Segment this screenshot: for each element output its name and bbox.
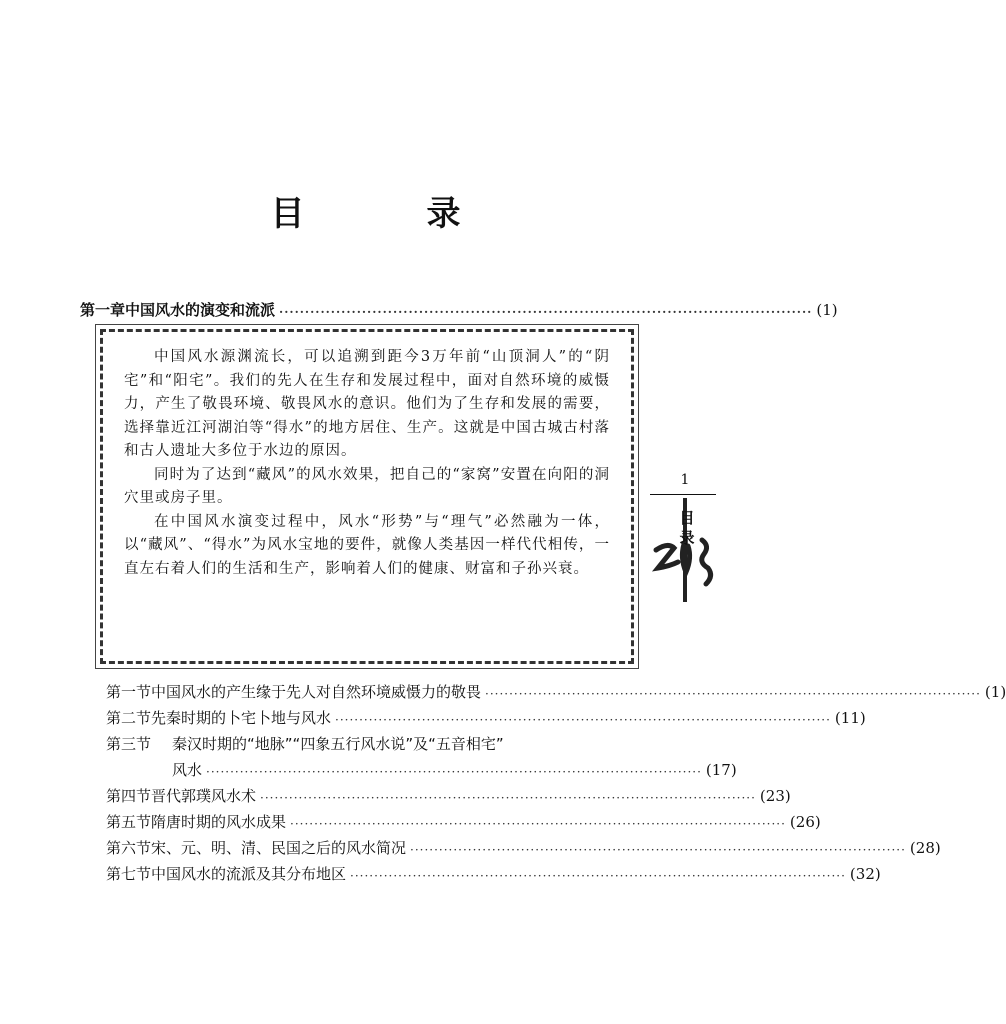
leader-dots: ······································································································· bbox=[410, 843, 906, 857]
section-number: 第七节 bbox=[106, 865, 152, 883]
section-page: (28) bbox=[909, 839, 941, 857]
leader-dots: ······································································································· bbox=[206, 765, 702, 779]
section-title: 秦汉时期的“地脉”“四象五行风水说”及“五音相宅” bbox=[172, 735, 504, 753]
section-number: 第一节 bbox=[106, 683, 152, 701]
toc-section-6[interactable] bbox=[106, 838, 941, 858]
toc-section-3-continued[interactable] bbox=[172, 760, 737, 780]
section-page: (17) bbox=[705, 761, 737, 779]
toc-section-1[interactable] bbox=[106, 682, 1006, 702]
toc-section-2[interactable] bbox=[106, 708, 866, 728]
leader-dots: ······································································································· bbox=[485, 687, 981, 701]
section-page: (1) bbox=[984, 683, 1006, 701]
toc-section-3[interactable] bbox=[106, 734, 628, 754]
section-number: 第四节 bbox=[106, 787, 152, 805]
section-number: 第五节 bbox=[106, 813, 152, 831]
section-number: 第三节 bbox=[106, 735, 152, 753]
section-page: (23) bbox=[759, 787, 791, 805]
section-page: (32) bbox=[849, 865, 881, 883]
leader-dots: ······································································································· bbox=[350, 869, 846, 883]
summary-paragraph: 中国风水源渊流长，可以追溯到距今3万年前“山顶洞人”的“阴宅”和“阳宅”。我们的先人在生存和发展过程中，面对自然环境的威慑力，产生了敬畏环境、敬畏风水的意识。他们为了生存和发展的需要，选择靠近江河湖泊等“得水”的地方居住、生产。这就是中国古城古村落和古人遗址大多位于水边的原因。 bbox=[124, 349, 610, 459]
side-rule bbox=[650, 494, 716, 495]
section-title: 晋代郭璞风水术 bbox=[151, 787, 257, 805]
section-title: 宋、元、明、清、民国之后的风水简况 bbox=[151, 839, 407, 857]
side-page-number: 1 bbox=[680, 472, 690, 488]
section-title: 中国风水的流派及其分布地区 bbox=[151, 865, 347, 883]
leader-dots: ······································································································· bbox=[335, 713, 831, 727]
summary-paragraph: 同时为了达到“藏风”的风水效果，把自己的“家窝”安置在向阳的洞穴里或房子里。 bbox=[124, 466, 610, 506]
section-page: (26) bbox=[789, 813, 821, 831]
page-title: 目 录 bbox=[270, 194, 505, 234]
section-number: 第六节 bbox=[106, 839, 152, 857]
leader-dots: ······································································································· bbox=[290, 817, 786, 831]
toc-section-5[interactable] bbox=[106, 812, 821, 832]
leader-dots: ······································································································· bbox=[279, 305, 813, 319]
toc-section-7[interactable] bbox=[106, 864, 881, 884]
chapter-page: (1) bbox=[816, 301, 838, 319]
chapter-summary bbox=[124, 346, 610, 581]
section-title-continuation: 风水 bbox=[172, 761, 203, 779]
summary-paragraph: 在中国风水演变过程中，风水“形势”与“理气”必然融为一体，以“藏风”、“得水”为风水宝地的要件，就像人类基因一样代代相传，一直左右着人们的生活和生产，影响着人们的健康、财富和子孙兴衰。 bbox=[124, 513, 610, 577]
leader-dots: ······································································································· bbox=[260, 791, 756, 805]
chapter-number: 第一章 bbox=[80, 301, 126, 319]
toc-chapter-1[interactable] bbox=[80, 300, 838, 320]
section-title: 先秦时期的卜宅卜地与风水 bbox=[151, 709, 332, 727]
section-title: 中国风水的产生缘于先人对自然环境威慑力的敬畏 bbox=[151, 683, 482, 701]
toc-section-4[interactable] bbox=[106, 786, 791, 806]
side-tab-label: 目录 bbox=[679, 509, 695, 547]
chapter-title: 中国风水的演变和流派 bbox=[125, 301, 276, 319]
section-page: (11) bbox=[834, 709, 866, 727]
section-number: 第二节 bbox=[106, 709, 152, 727]
section-title: 隋唐时期的风水成果 bbox=[151, 813, 287, 831]
